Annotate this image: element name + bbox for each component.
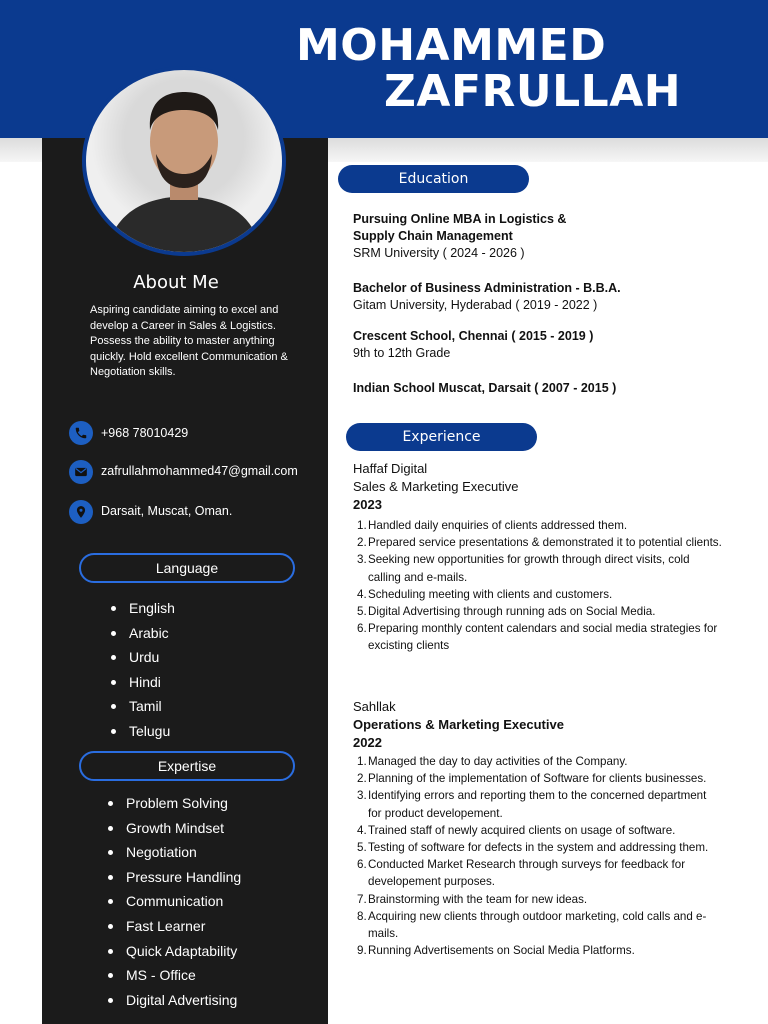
contact-phone[interactable]: +968 78010429 (101, 426, 189, 440)
language-heading: Language (79, 553, 295, 583)
job-year: 2023 (353, 497, 382, 512)
duty-text: Acquiring new clients through outdoor marketing, cold calls and e-mails. (368, 909, 707, 941)
education-line: Crescent School, Chennai ( 2015 - 2019 ) (353, 329, 594, 343)
list-item (353, 942, 723, 959)
duty-text: Managed the day to day activities of the Company. (368, 755, 628, 768)
list-item (353, 517, 723, 534)
job-duties (353, 517, 723, 655)
job-company: Sahllak (353, 699, 396, 714)
duty-text: Seeking new opportunities for growth through direct visits, cold calling and e-mails. (368, 553, 690, 584)
list-item (353, 753, 723, 770)
list-item (353, 620, 723, 654)
list-item: English (111, 598, 175, 623)
duty-text: Preparing monthly content calendars and social media strategies for excisting clients (368, 622, 718, 653)
job-duties (353, 753, 723, 959)
list-item (353, 891, 723, 908)
list-item: Tamil (111, 696, 175, 721)
duty-text: Scheduling meeting with clients and customers. (368, 587, 613, 601)
list-item (353, 534, 723, 551)
duty-number: 2. (357, 536, 367, 550)
duty-number: 1. (357, 755, 367, 768)
list-item: Growth Mindset (108, 818, 241, 843)
list-item: Arabic (111, 623, 175, 648)
job-role: Sales & Marketing Executive (353, 479, 519, 494)
list-item (353, 603, 723, 620)
duty-text: Running Advertisements on Social Media Platforms. (368, 944, 635, 958)
duty-text: Prepared service presentations & demonstrated it to potential clients. (368, 536, 722, 550)
list-item (353, 787, 723, 821)
list-item (353, 586, 723, 603)
list-item: Urdu (111, 647, 175, 672)
list-item: Telugu (111, 721, 175, 746)
duty-text: Handled daily enquiries of clients addressed them. (368, 519, 628, 532)
list-item: Pressure Handling (108, 867, 241, 892)
duty-text: Digital Advertising through running ads on Social Media. (368, 605, 656, 619)
list-item (353, 770, 723, 787)
last-name: ZAFRULLAH (384, 66, 682, 117)
job-company: Haffaf Digital (353, 461, 428, 476)
education-line: 9th to 12th Grade (353, 346, 451, 360)
education-line: Pursuing Online MBA in Logistics & (353, 212, 567, 226)
about-title: About Me (133, 272, 219, 293)
duty-number: 7. (357, 892, 367, 906)
duty-text: Planning of the implementation of Software for clients businesses. (368, 772, 707, 786)
duty-number: 2. (357, 772, 367, 786)
education-line: Gitam University, Hyderabad ( 2019 - 2022 ) (353, 298, 598, 312)
experience-heading: Experience (346, 423, 537, 451)
phone-icon (69, 421, 93, 445)
mail-icon (69, 460, 93, 484)
education-line: Supply Chain Management (353, 229, 513, 243)
language-list (111, 598, 175, 746)
education-entry (353, 280, 733, 314)
job-role: Operations & Marketing Executive (353, 717, 564, 732)
location-pin-icon (69, 500, 93, 524)
duty-text: Identifying errors and reporting them to the concerned department for product developement. (368, 789, 707, 820)
contact-email[interactable]: zafrullahmohammed47@gmail.com (101, 464, 298, 478)
duty-text: Testing of software for defects in the system and addressing them. (368, 841, 709, 855)
duty-number: 6. (357, 622, 367, 636)
duty-number: 9. (357, 944, 367, 958)
job-header (353, 460, 733, 514)
list-item: Quick Adaptability (108, 941, 241, 966)
job-year: 2022 (353, 735, 382, 750)
list-item (353, 839, 723, 856)
duty-text: Trained staff of newly acquired clients on usage of software. (368, 823, 676, 837)
list-item (353, 822, 723, 839)
list-item: Digital Advertising (108, 990, 241, 1015)
list-item: Fast Learner (108, 916, 241, 941)
education-entry (353, 211, 733, 262)
education-line: Bachelor of Business Administration - B.B.A. (353, 281, 621, 295)
education-entry (353, 328, 733, 362)
duty-number: 1. (357, 519, 367, 532)
list-item: MS - Office (108, 965, 241, 990)
education-line: SRM University ( 2024 - 2026 ) (353, 246, 525, 260)
first-name: MOHAMMED (296, 20, 607, 71)
profile-photo (82, 66, 286, 256)
list-item (353, 551, 723, 585)
duty-text: Brainstorming with the team for new ideas. (368, 892, 588, 906)
duty-text: Conducted Market Research through surveys for feedback for developement purposes. (368, 858, 686, 889)
about-text: Aspiring candidate aiming to excel and develop a Career in Sales & Logistics. Possess the ability to master anything quickly. Hold excellent Communication & Negotiation skills. (90, 304, 288, 378)
list-item: Hindi (111, 672, 175, 697)
list-item: Negotiation (108, 842, 241, 867)
duty-number: 4. (357, 587, 367, 601)
education-heading: Education (338, 165, 529, 193)
duty-number: 5. (357, 605, 367, 619)
contact-location: Darsait, Muscat, Oman. (101, 504, 233, 518)
duty-number: 4. (357, 823, 367, 837)
duty-number: 5. (357, 841, 367, 855)
education-line: Indian School Muscat, Darsait ( 2007 - 2015 ) (353, 381, 617, 395)
duty-number: 6. (357, 858, 367, 872)
list-item (353, 908, 723, 942)
duty-number: 3. (357, 553, 367, 567)
duty-number: 8. (357, 909, 367, 923)
education-entry (353, 380, 733, 397)
expertise-heading: Expertise (79, 751, 295, 781)
list-item: Communication (108, 891, 241, 916)
duty-number: 3. (357, 789, 367, 803)
job-header (353, 698, 733, 752)
list-item (353, 856, 723, 890)
list-item: Problem Solving (108, 793, 241, 818)
expertise-list (108, 793, 241, 1014)
